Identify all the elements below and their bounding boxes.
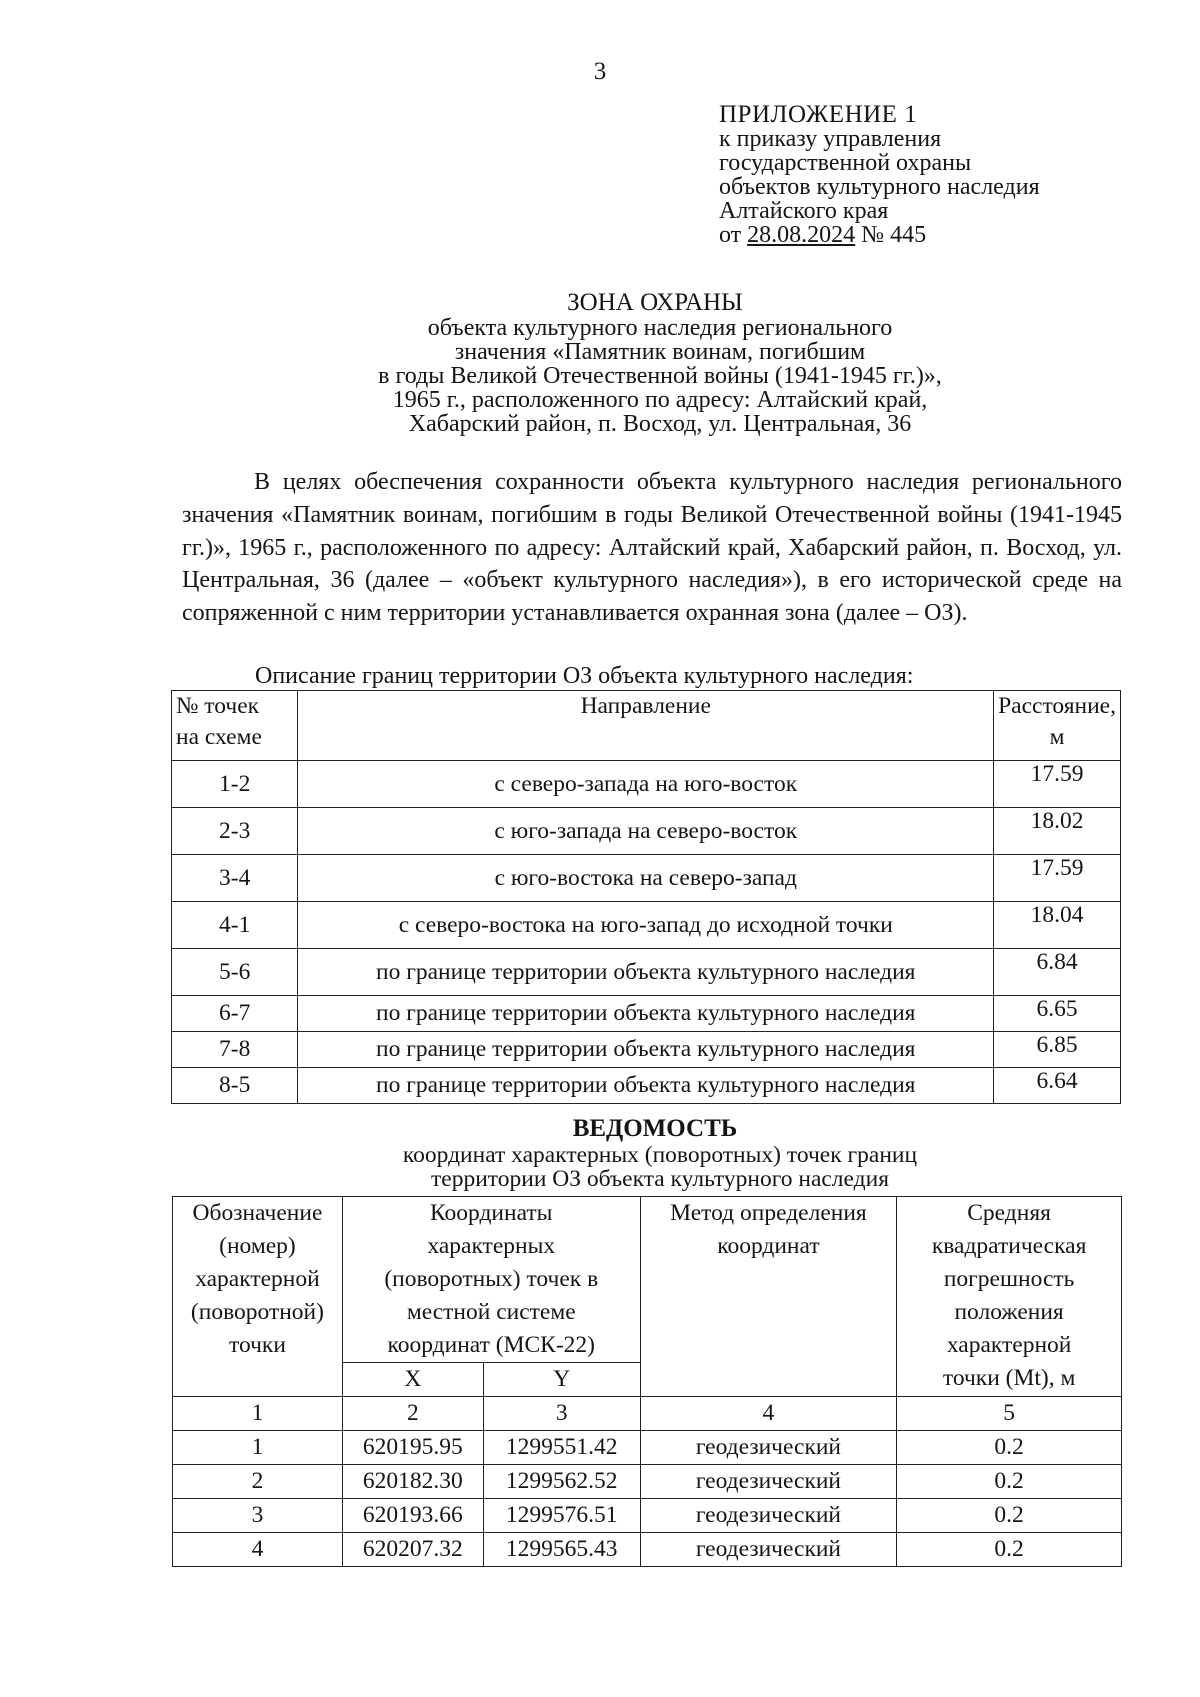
table-row [172, 855, 1121, 902]
cell-direction: с северо-востока на юго-запад до исходной точки [298, 902, 994, 949]
annex-line: объектов культурного наследия [719, 174, 1040, 200]
cell-distance: 18.04 [994, 902, 1121, 949]
table-row [172, 1032, 1121, 1068]
page-number: 3 [593, 58, 607, 85]
table-row [172, 808, 1121, 855]
subtitle-line: Хабарский район, п. Восход, ул. Центральная, 36 [408, 411, 912, 437]
table-row [172, 1068, 1121, 1104]
subtitle-line: 1965 г., расположенного по адресу: Алтайский край, [392, 387, 928, 413]
table-row [173, 1431, 1122, 1465]
order-number: № 445 [861, 222, 927, 248]
cell-y: 1299576.51 [483, 1499, 640, 1533]
cell-point: 4 [173, 1533, 343, 1567]
cell-distance: 6.65 [994, 996, 1121, 1032]
cell-points: 7-8 [172, 1032, 298, 1068]
cell-x: 620182.30 [342, 1465, 483, 1499]
zone-title: ЗОНА ОХРАНЫ [567, 289, 743, 316]
cell-error: 0.2 [897, 1465, 1122, 1499]
cell-direction: с юго-востока на северо-запад [298, 855, 994, 902]
annex-line: государственной охраны [719, 150, 972, 176]
table-row [173, 1533, 1122, 1567]
header-x: X [342, 1363, 483, 1397]
cell-direction: по границе территории объекта культурного наследия [298, 1068, 994, 1104]
statement-subtitle [300, 1144, 1020, 1191]
statement-subtitle-line: координат характерных (поворотных) точек границ [402, 1142, 918, 1168]
cell-method: геодезический [640, 1499, 897, 1533]
coordinates-table [172, 1196, 1122, 1567]
table-row [172, 996, 1121, 1032]
cell-direction: по границе территории объекта культурного наследия [298, 949, 994, 996]
annex-block [719, 103, 1040, 247]
cell-direction: по границе территории объекта культурного наследия [298, 996, 994, 1032]
cell-error: 0.2 [897, 1499, 1122, 1533]
column-number: 1 [173, 1397, 343, 1431]
subtitle-line: значения «Памятник воинам, погибшим [454, 339, 866, 365]
cell-error: 0.2 [897, 1431, 1122, 1465]
annex-date-line [719, 223, 1040, 247]
cell-points: 1-2 [172, 761, 298, 808]
cell-direction: с юго-запада на северо-восток [298, 808, 994, 855]
cell-method: геодезический [640, 1465, 897, 1499]
cell-y: 1299551.42 [483, 1431, 640, 1465]
statement-title: ВЕДОМОСТЬ [572, 1115, 738, 1142]
cell-points: 5-6 [172, 949, 298, 996]
annex-line: к приказу управления [719, 126, 942, 152]
cell-point: 3 [173, 1499, 343, 1533]
subtitle-line: объекта культурного наследия регионального [427, 315, 893, 341]
cell-distance: 18.02 [994, 808, 1121, 855]
cell-direction: с северо-запада на юго-восток [298, 761, 994, 808]
cell-distance: 6.64 [994, 1068, 1121, 1104]
column-number: 3 [483, 1397, 640, 1431]
header-points: № точек на схеме [172, 691, 298, 761]
boundaries-caption: Описание границ территории ОЗ объекта культурного наследия: [255, 663, 914, 689]
subtitle-line: в годы Великой Отечественной войны (1941-1945 гг.)», [378, 363, 942, 389]
cell-y: 1299565.43 [483, 1533, 640, 1567]
column-number: 4 [640, 1397, 897, 1431]
cell-distance: 17.59 [994, 855, 1121, 902]
cell-distance: 6.84 [994, 949, 1121, 996]
table-header-row [173, 1197, 1122, 1363]
cell-points: 6-7 [172, 996, 298, 1032]
cell-method: геодезический [640, 1533, 897, 1567]
cell-x: 620193.66 [342, 1499, 483, 1533]
table-header-row [172, 691, 1121, 761]
annex-line: Алтайского края [719, 198, 889, 224]
header-error: Средняя квадратическая погрешность положения характерной точки (Mt), м [897, 1197, 1122, 1397]
column-number: 5 [897, 1397, 1122, 1431]
boundaries-table [171, 690, 1121, 1104]
header-method: Метод определения координат [640, 1197, 897, 1397]
header-coordinates: Координаты характерных (поворотных) точек в местной системе координат (МСК-22) [342, 1197, 640, 1363]
cell-direction: по границе территории объекта культурного наследия [298, 1032, 994, 1068]
header-designation: Обозначение (номер) характерной (поворотной) точки [173, 1197, 343, 1397]
statement-subtitle-line: территории ОЗ объекта культурного наследия [431, 1165, 889, 1192]
cell-distance: 17.59 [994, 761, 1121, 808]
column-number-row [173, 1397, 1122, 1431]
cell-points: 8-5 [172, 1068, 298, 1104]
table-row [172, 761, 1121, 808]
table-row [173, 1499, 1122, 1533]
header-direction: Направление [298, 691, 994, 761]
cell-points: 3-4 [172, 855, 298, 902]
body-paragraph: В целях обеспечения сохранности объекта культурного наследия регионального значения «Памятник воинам, погибшим в годы Великой Отечественной войны (1941-1945 гг.)», 1965 г., расположенного по адресу: Алтайский край, Хабарский район, п. Восход, ул. Центральная, 36 (далее – «объект культурного наследия»), в его исторической среде на сопряженной с ним территории устанавливается охранная зона (далее – ОЗ). [182, 469, 1122, 627]
cell-points: 4-1 [172, 902, 298, 949]
cell-distance: 6.85 [994, 1032, 1121, 1068]
cell-x: 620207.32 [342, 1533, 483, 1567]
order-date: 28.08.2024 [747, 222, 856, 248]
cell-y: 1299562.52 [483, 1465, 640, 1499]
cell-method: геодезический [640, 1431, 897, 1465]
cell-points: 2-3 [172, 808, 298, 855]
table-row [172, 902, 1121, 949]
cell-point: 2 [173, 1465, 343, 1499]
column-number: 2 [342, 1397, 483, 1431]
cell-point: 1 [173, 1431, 343, 1465]
cell-x: 620195.95 [342, 1431, 483, 1465]
header-y: Y [483, 1363, 640, 1397]
header-distance: Расстояние, м [994, 691, 1121, 761]
zone-subtitle [200, 316, 1120, 436]
annex-title: ПРИЛОЖЕНИЕ 1 [719, 101, 918, 128]
date-prefix: от [719, 222, 742, 248]
table-row [172, 949, 1121, 996]
table-row [173, 1465, 1122, 1499]
cell-error: 0.2 [897, 1533, 1122, 1567]
